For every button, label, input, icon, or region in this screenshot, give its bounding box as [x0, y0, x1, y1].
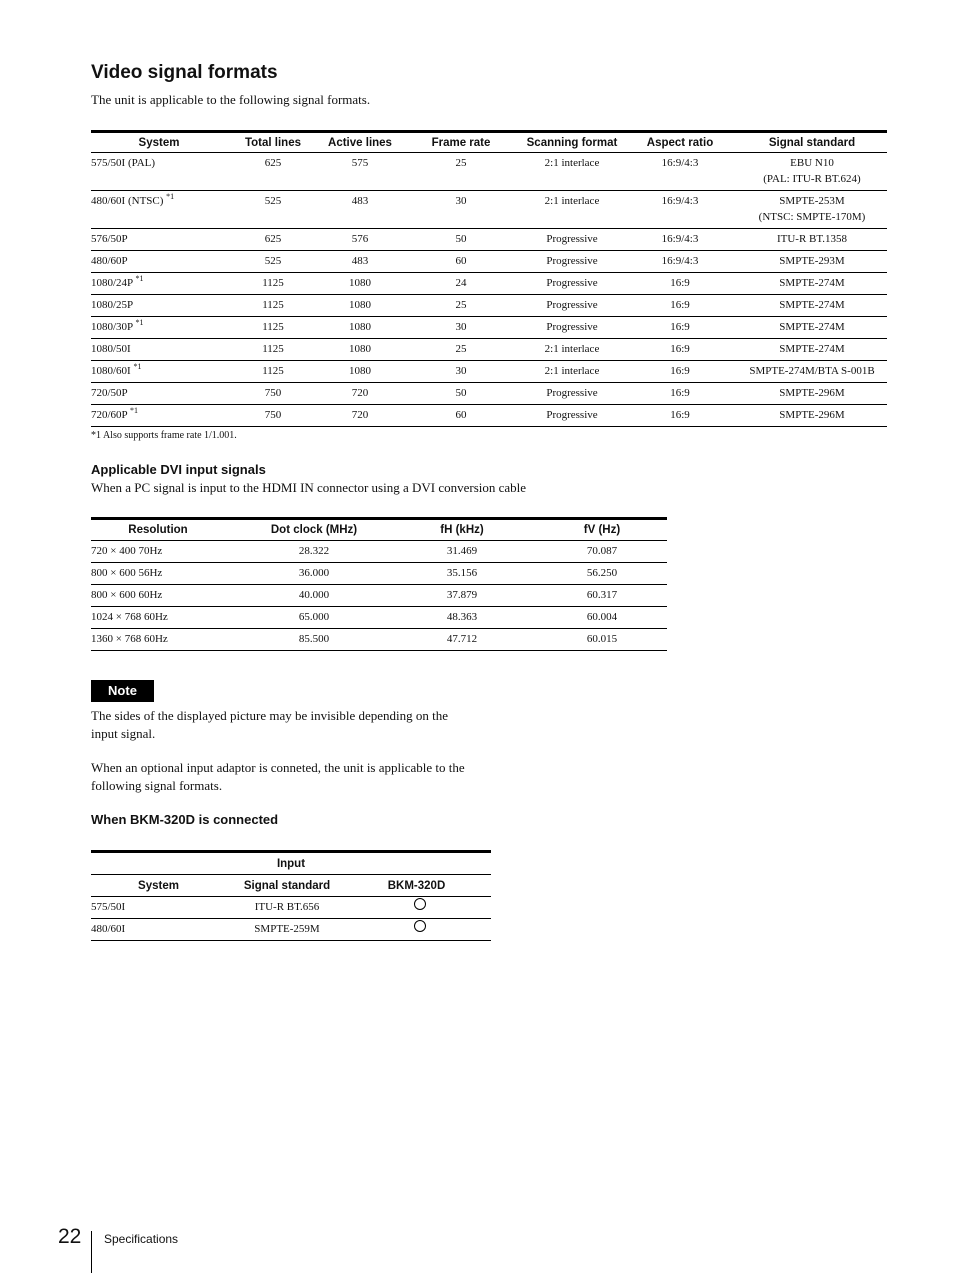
signal-standard-line: SMPTE-296M [779, 409, 845, 421]
column-header-signal-standard: Signal standard [226, 875, 348, 897]
cell-aspect-ratio: 16:9/4:3 [623, 229, 737, 251]
cell-fv: 60.004 [537, 607, 667, 629]
cell-aspect-ratio: 16:9/4:3 [623, 251, 737, 273]
cell-signal-standard [737, 339, 887, 361]
cell-signal-standard [737, 295, 887, 317]
footnote-ref: *1 [135, 274, 144, 283]
signal-formats-table [91, 130, 887, 427]
cell-total-lines: 750 [264, 409, 282, 421]
signal-standard-line: ITU-R BT.1358 [776, 233, 848, 245]
table-row [91, 273, 887, 295]
cell-signal-standard: ITU-R BT.656 [226, 897, 348, 919]
cell-frame-rate: 30 [401, 191, 521, 229]
cell-signal-standard [737, 383, 887, 405]
system-label: 1080/30P [91, 321, 133, 333]
cell-system [91, 251, 227, 273]
footnote-ref: *1 [135, 318, 144, 327]
table-row [91, 563, 667, 585]
dvi-description: When a PC signal is input to the HDMI IN connector using a DVI conversion cable [91, 480, 527, 495]
cell-fh: 37.879 [387, 585, 537, 607]
cell-active-lines: 1080 [319, 339, 401, 361]
cell-resolution: 720 × 400 70Hz [91, 541, 241, 563]
cell-total-lines: 525 [227, 251, 319, 273]
cell-aspect-ratio: 16:9 [623, 361, 737, 383]
table-row [91, 339, 887, 361]
cell-dot-clock: 36.000 [241, 563, 387, 585]
table-row [91, 229, 887, 251]
cell-active-lines: 1080 [319, 273, 401, 295]
cell-system [91, 405, 227, 427]
system-label: 1080/25P [91, 299, 134, 311]
section-name: Specifications [104, 1232, 179, 1246]
table-row [91, 317, 887, 339]
system-label: 575/50I (PAL) [91, 157, 156, 169]
cell-bkm-320d [348, 897, 491, 919]
cell-resolution: 800 × 600 56Hz [91, 563, 241, 585]
note-text: The sides of the displayed picture may be invisible depending on the input signal. [91, 708, 449, 741]
column-header-active-lines: Active lines [319, 132, 401, 153]
cell-fh: 35.156 [387, 563, 537, 585]
cell-system: 575/50I [91, 897, 226, 919]
cell-aspect-ratio: 16:9/4:3 [623, 191, 737, 229]
cell-scanning-format: 2:1 interlace [521, 339, 623, 361]
cell-total-lines: 1125 [227, 273, 319, 295]
cell-aspect-ratio: 16:9 [623, 317, 737, 339]
cell-active-lines: 575 [319, 153, 401, 191]
cell-system [91, 383, 227, 405]
cell-aspect-ratio: 16:9/4:3 [623, 153, 737, 191]
column-header-system: System [91, 132, 227, 153]
cell-system [91, 273, 227, 295]
cell-total-lines: 625 [227, 229, 319, 251]
footnote-ref: *1 [130, 406, 139, 415]
cell-aspect-ratio: 16:9 [670, 409, 690, 421]
signal-standard-line: SMPTE-274M [779, 343, 845, 355]
circle-icon [414, 898, 426, 910]
system-label: 1080/60I [91, 365, 131, 377]
cell-fh: 47.712 [446, 633, 478, 645]
cell-resolution: 800 × 600 60Hz [91, 585, 241, 607]
cell-fv: 56.250 [537, 563, 667, 585]
column-header-total-lines: Total lines [227, 132, 319, 153]
signal-standard-subline: (PAL: ITU-R BT.624) [763, 173, 861, 185]
column-header-aspect-ratio: Aspect ratio [623, 132, 737, 153]
cell-total-lines: 1125 [227, 361, 319, 383]
cell-scanning-format: Progressive [521, 251, 623, 273]
cell-system [91, 339, 227, 361]
table-row [91, 191, 887, 229]
cell-scanning-format: Progressive [546, 409, 598, 421]
cell-fh: 31.469 [387, 541, 537, 563]
table-row [91, 629, 667, 651]
cell-total-lines: 1125 [227, 295, 319, 317]
table-row [91, 919, 491, 941]
cell-scanning-format: 2:1 interlace [521, 361, 623, 383]
footnote-ref: *1 [166, 192, 175, 201]
system-label: 1080/50I [91, 343, 131, 355]
cell-dot-clock: 85.500 [298, 633, 330, 645]
cell-signal-standard [737, 153, 887, 191]
cell-signal-standard [737, 273, 887, 295]
cell-aspect-ratio: 16:9 [623, 295, 737, 317]
footnote-ref: *1 [133, 362, 142, 371]
table-row [91, 361, 887, 383]
adaptor-text: When an optional input adaptor is conneted, the unit is applicable to the following signal formats. [91, 760, 465, 793]
footnote: *1 Also supports frame rate 1/1.001. [91, 430, 237, 441]
cell-frame-rate: 25 [401, 295, 521, 317]
cell-frame-rate: 60 [455, 409, 467, 421]
cell-frame-rate: 25 [401, 339, 521, 361]
cell-active-lines: 1080 [319, 317, 401, 339]
cell-system [91, 295, 227, 317]
column-header-scanning-format: Scanning format [521, 132, 623, 153]
table-row [91, 607, 667, 629]
cell-system [91, 229, 227, 251]
column-header-dot-clock: Dot clock (MHz) [241, 519, 387, 541]
cell-fv: 60.317 [537, 585, 667, 607]
signal-standard-subline: (NTSC: SMPTE-170M) [758, 211, 866, 223]
cell-fv: 60.015 [586, 633, 618, 645]
page-number: 22 [58, 1225, 82, 1248]
cell-signal-standard [737, 405, 887, 427]
cell-aspect-ratio: 16:9 [623, 339, 737, 361]
signal-standard-line: SMPTE-274M [779, 299, 845, 311]
cell-aspect-ratio: 16:9 [623, 273, 737, 295]
signal-standard-line: SMPTE-274M/BTA S-001B [749, 365, 875, 377]
cell-dot-clock: 65.000 [241, 607, 387, 629]
cell-dot-clock: 40.000 [241, 585, 387, 607]
cell-system [91, 153, 227, 191]
cell-active-lines: 576 [319, 229, 401, 251]
cell-frame-rate: 24 [401, 273, 521, 295]
cell-active-lines: 720 [319, 383, 401, 405]
cell-frame-rate: 30 [401, 317, 521, 339]
bkm-table [91, 850, 491, 941]
table-header-row [91, 519, 667, 541]
cell-scanning-format: Progressive [521, 317, 623, 339]
page-title: Video signal formats [91, 62, 278, 83]
signal-standard-line: SMPTE-293M [779, 255, 845, 267]
cell-fh: 48.363 [387, 607, 537, 629]
system-label: 480/60I (NTSC) [91, 195, 164, 207]
cell-signal-standard [737, 317, 887, 339]
column-header-fh: fH (kHz) [387, 519, 537, 541]
intro-text: The unit is applicable to the following signal formats. [91, 92, 371, 107]
cell-signal-standard: SMPTE-259M [254, 923, 320, 935]
cell-signal-standard [737, 229, 887, 251]
cell-frame-rate: 50 [401, 383, 521, 405]
system-label: 1080/24P [91, 277, 133, 289]
table-row [91, 295, 887, 317]
cell-scanning-format: Progressive [521, 229, 623, 251]
cell-fv: 70.087 [537, 541, 667, 563]
table-row [91, 405, 887, 427]
column-header-bkm-320d: BKM-320D [348, 875, 491, 897]
cell-scanning-format: Progressive [521, 295, 623, 317]
cell-aspect-ratio: 16:9 [623, 383, 737, 405]
cell-signal-standard [737, 251, 887, 273]
cell-system [91, 317, 227, 339]
cell-total-lines: 525 [227, 191, 319, 229]
signal-standard-line: SMPTE-274M [779, 277, 845, 289]
cell-active-lines: 720 [351, 409, 369, 421]
cell-frame-rate: 25 [401, 153, 521, 191]
cell-active-lines: 483 [319, 251, 401, 273]
table-row [91, 541, 667, 563]
cell-scanning-format: Progressive [521, 273, 623, 295]
signal-standard-line: SMPTE-253M [779, 195, 845, 207]
table-row [91, 383, 887, 405]
bkm-section-heading: When BKM-320D is connected [91, 812, 279, 827]
column-group-header-input: Input [91, 852, 491, 875]
table-header-row [91, 132, 887, 153]
cell-frame-rate: 60 [401, 251, 521, 273]
cell-system [91, 361, 227, 383]
cell-active-lines: 1080 [319, 295, 401, 317]
table-header-row [91, 875, 491, 897]
signal-standard-line: EBU N10 [790, 157, 834, 169]
column-header-system: System [91, 875, 226, 897]
cell-active-lines: 483 [319, 191, 401, 229]
cell-scanning-format: Progressive [521, 383, 623, 405]
cell-system [91, 191, 227, 229]
note-label: Note [91, 680, 154, 702]
cell-scanning-format: 2:1 interlace [521, 153, 623, 191]
table-row [91, 251, 887, 273]
cell-total-lines: 750 [227, 383, 319, 405]
cell-scanning-format: 2:1 interlace [521, 191, 623, 229]
system-label: 720/50P [91, 387, 128, 399]
cell-signal-standard [737, 361, 887, 383]
cell-total-lines: 625 [227, 153, 319, 191]
cell-total-lines: 1125 [227, 317, 319, 339]
dvi-signals-table [91, 517, 667, 651]
table-row [91, 897, 491, 919]
signal-standard-line: SMPTE-296M [779, 387, 845, 399]
system-label: 576/50P [91, 233, 128, 245]
cell-frame-rate: 30 [401, 361, 521, 383]
table-group-header-row [91, 852, 491, 875]
cell-active-lines: 1080 [319, 361, 401, 383]
footer-divider [91, 1231, 92, 1273]
cell-signal-standard [737, 191, 887, 229]
table-row [91, 585, 667, 607]
signal-standard-line: SMPTE-274M [779, 321, 845, 333]
cell-total-lines: 1125 [227, 339, 319, 361]
cell-bkm-320d [348, 919, 491, 941]
system-label: 480/60P [91, 255, 128, 267]
cell-resolution: 1360 × 768 60Hz [91, 633, 168, 645]
column-header-signal-standard: Signal standard [737, 132, 887, 153]
column-header-resolution: Resolution [91, 519, 241, 541]
dvi-section-heading: Applicable DVI input signals [91, 462, 266, 477]
column-header-frame-rate: Frame rate [401, 132, 521, 153]
cell-resolution: 1024 × 768 60Hz [91, 607, 241, 629]
system-label: 720/60P [91, 409, 128, 421]
table-row [91, 153, 887, 191]
cell-system: 480/60I [91, 923, 126, 935]
cell-frame-rate: 50 [401, 229, 521, 251]
circle-icon [414, 920, 426, 932]
cell-dot-clock: 28.322 [241, 541, 387, 563]
column-header-fv: fV (Hz) [537, 519, 667, 541]
